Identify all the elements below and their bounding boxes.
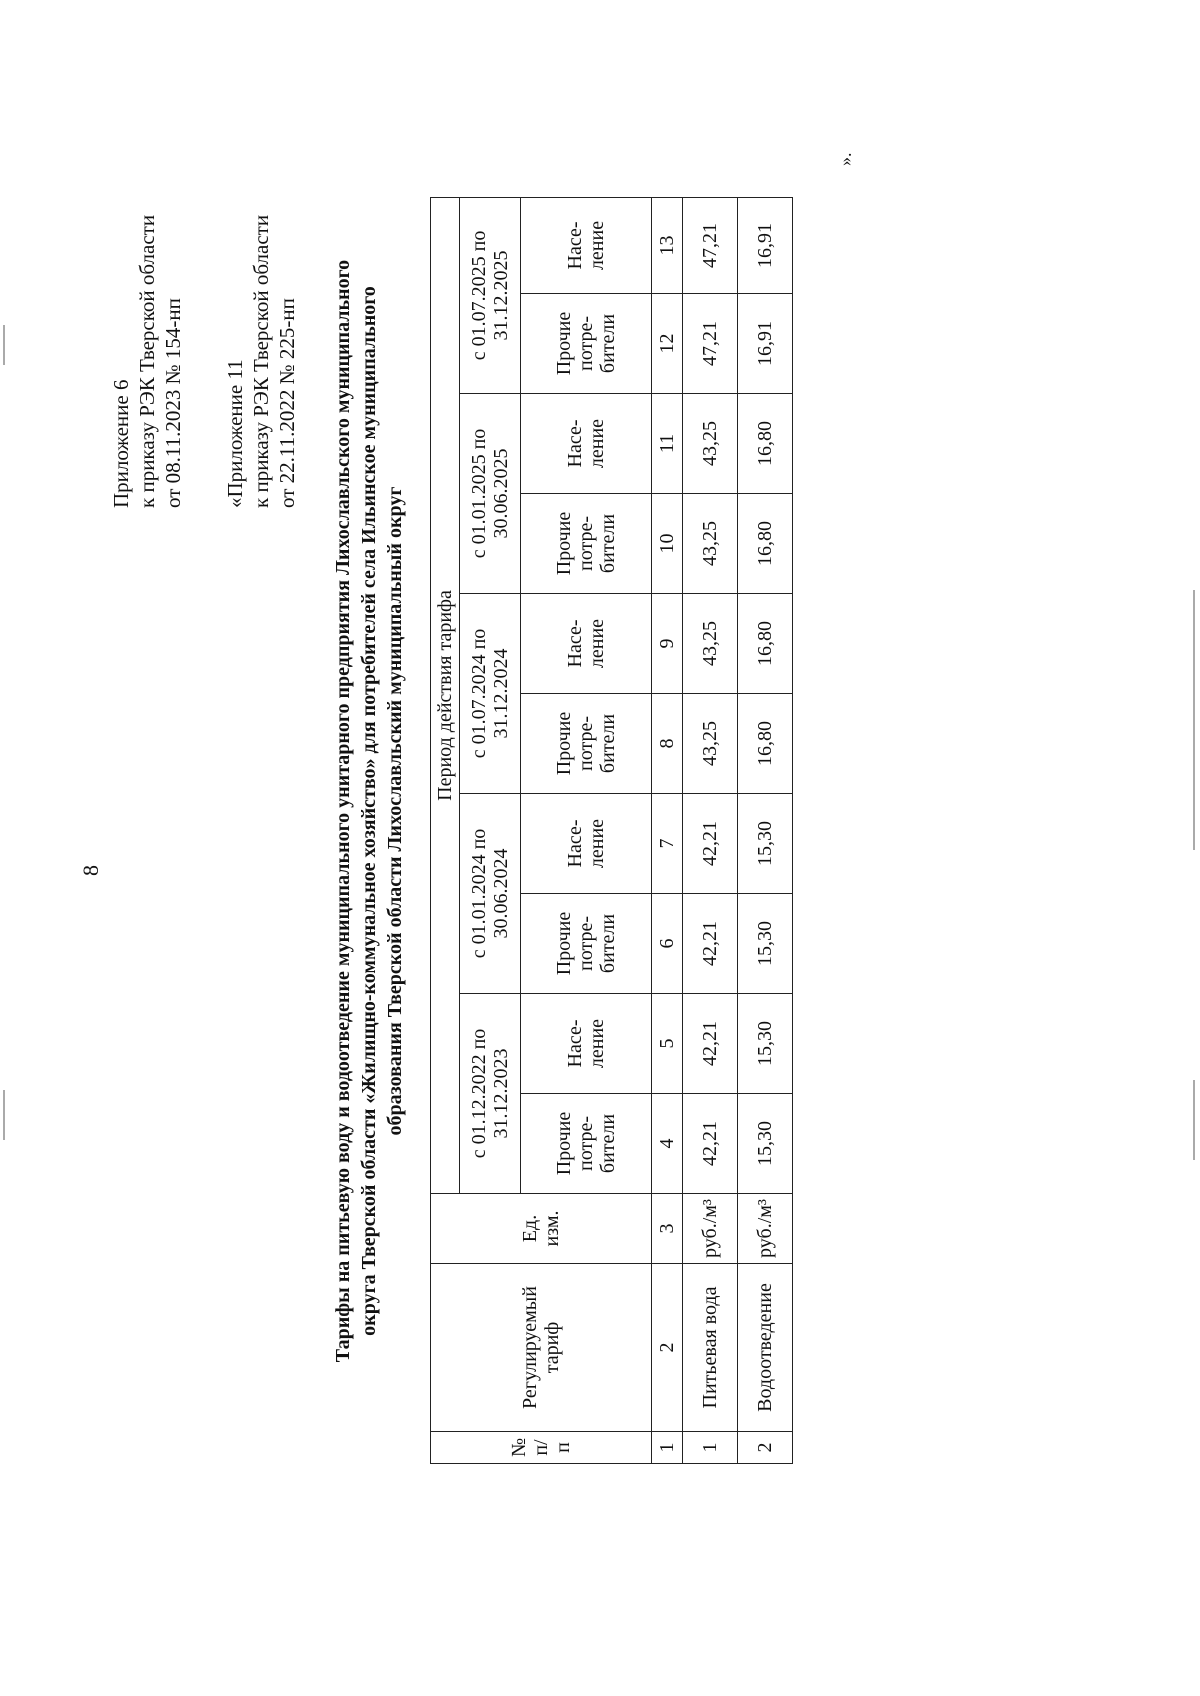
header-period-date: с 01.07.2025 по 31.12.2025 [460,197,521,393]
appendix-new-line3: от 08.11.2023 № 154-нп [161,298,185,508]
appendix-new-line2: к приказу РЭК Тверской области [135,214,159,508]
header-consumer-other: Прочие потре-бители [521,494,652,594]
tariff-unit: руб./м³ [683,1194,738,1264]
tariff-value: 16,91 [738,294,793,394]
header-tariff-period: Период действия тарифа [431,197,460,1193]
page-number: 8 [78,865,103,876]
header-period-date: с 01.07.2024 по 31.12.2024 [460,594,521,794]
tariff-value: 42,21 [683,794,738,894]
tariff-value: 16,80 [738,494,793,594]
header-consumer-other: Прочие потре-бители [521,694,652,794]
tariff-value: 47,21 [683,294,738,394]
column-number: 10 [652,494,683,594]
column-number: 6 [652,894,683,994]
tariff-unit: руб./м³ [738,1194,793,1264]
tariff-value: 43,25 [683,694,738,794]
title-line1: Тарифы на питьевую воду и водоотведение муниципального унитарного предприятия Лихославльского муниципального [332,259,354,1363]
tariff-value: 42,21 [683,1094,738,1194]
tariff-value: 16,80 [738,394,793,494]
header-row-number: № п/п [431,1432,652,1464]
column-number: 9 [652,594,683,694]
header-regulated-tariff: Регулируемый тариф [431,1264,652,1432]
tariff-value: 42,21 [683,894,738,994]
tariff-value: 16,80 [738,594,793,694]
header-period-date: с 01.01.2025 по 30.06.2025 [460,394,521,594]
column-number: 13 [652,197,683,293]
tariff-value: 16,91 [738,197,793,293]
title-line2: округа Тверской области «Жилищно-коммунальное хозяйство» для потребителей села Ильинское муниципального [358,286,380,1336]
column-number: 12 [652,294,683,394]
column-number: 5 [652,994,683,1094]
tariff-value: 43,25 [683,394,738,494]
column-number: 1 [652,1432,683,1464]
header-consumer-other: Прочие потре-бители [521,294,652,394]
column-number: 3 [652,1194,683,1264]
appendix-old-line3: от 22.11.2022 № 225-нп [275,298,299,508]
column-number: 4 [652,1094,683,1194]
header-consumer-population: Насе-ление [521,794,652,894]
closing-quote-mark: ». [835,152,855,166]
header-period-date: с 01.12.2022 по 31.12.2023 [460,994,521,1194]
appendix-old-line1: «Приложение 11 [223,359,247,508]
tariff-value: 43,25 [683,494,738,594]
title-line3: образования Тверской области Лихославльский муниципальный округ [384,486,406,1136]
row-number: 2 [738,1432,793,1464]
header-consumer-population: Насе-ление [521,197,652,293]
tariff-name: Питьевая вода [683,1264,738,1432]
appendix-old-reference [222,215,300,508]
document-title [330,226,408,1396]
column-number: 8 [652,694,683,794]
tariff-value: 47,21 [683,197,738,293]
table-row [738,197,793,1463]
appendix-new-line1: Приложение 6 [109,379,133,508]
header-consumer-population: Насе-ление [521,394,652,494]
tariff-table [430,197,793,1464]
tariff-value: 15,30 [738,1094,793,1194]
header-consumer-population: Насе-ление [521,994,652,1094]
tariff-value: 43,25 [683,594,738,694]
header-unit: Ед. изм. [431,1194,652,1264]
table-row [683,197,738,1463]
tariff-value: 42,21 [683,994,738,1094]
tariff-value: 15,30 [738,894,793,994]
appendix-old-line2: к приказу РЭК Тверской области [249,214,273,508]
header-consumer-other: Прочие потре-бители [521,1094,652,1194]
tariff-value: 15,30 [738,794,793,894]
tariff-value: 16,80 [738,694,793,794]
column-number: 7 [652,794,683,894]
column-number: 11 [652,394,683,494]
header-consumer-population: Насе-ление [521,594,652,694]
tariff-value: 15,30 [738,994,793,1094]
appendix-new-reference [108,215,186,508]
row-number: 1 [683,1432,738,1464]
header-period-date: с 01.01.2024 по 30.06.2024 [460,794,521,994]
tariff-name: Водоотведение [738,1264,793,1432]
header-consumer-other: Прочие потре-бители [521,894,652,994]
column-number: 2 [652,1264,683,1432]
